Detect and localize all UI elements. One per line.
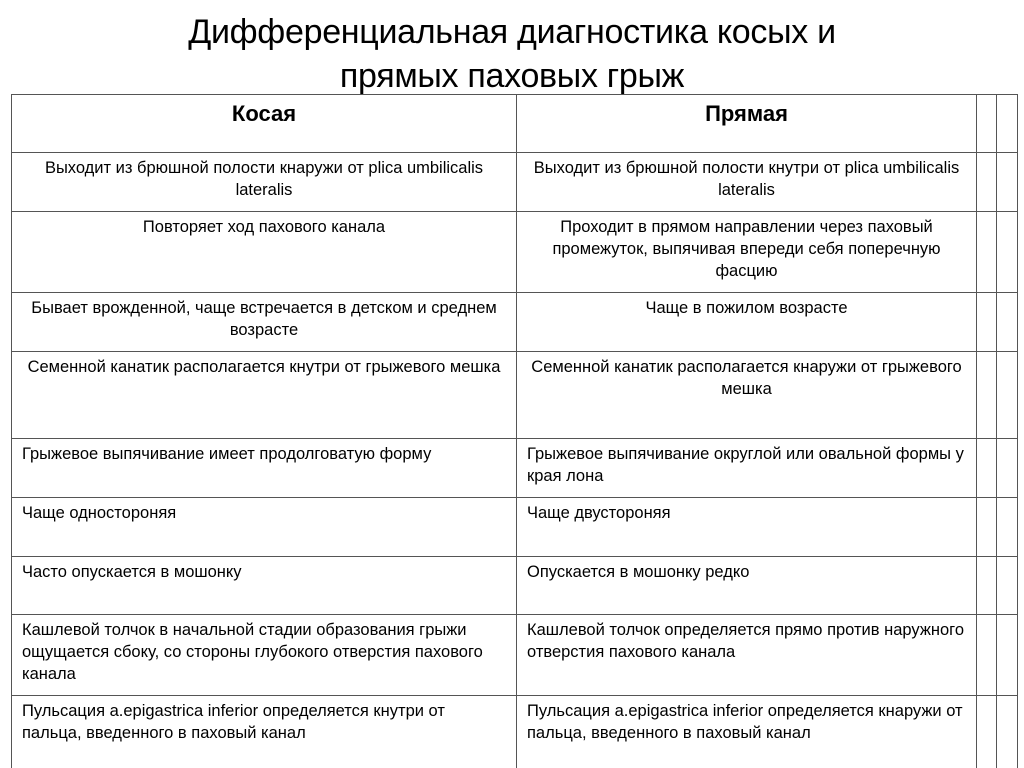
spacer-cell <box>997 153 1018 212</box>
table-row <box>12 498 1018 557</box>
direct-cell: Семенной канатик располагается кнаружи от грыжевого мешка <box>517 352 977 439</box>
spacer-cell <box>997 557 1018 615</box>
oblique-cell: Пульсация a.epigastrica inferior определяется кнутри от пальца, введенного в паховый канал <box>12 696 517 768</box>
table-row <box>12 153 1018 212</box>
spacer-cell <box>977 352 997 439</box>
oblique-cell: Бывает врожденной, чаще встречается в детском и среднем возрасте <box>12 293 517 352</box>
table-row <box>12 293 1018 352</box>
spacer-cell <box>977 696 997 768</box>
header-oblique: Косая <box>12 95 517 153</box>
oblique-cell: Повторяет ход пахового канала <box>12 212 517 293</box>
spacer-cell <box>977 615 997 696</box>
spacer-cell <box>977 212 997 293</box>
direct-cell: Грыжевое выпячивание округлой или овальной формы у края лона <box>517 439 977 498</box>
spacer-cell <box>997 439 1018 498</box>
spacer-cell <box>977 95 997 153</box>
table-row <box>12 696 1018 768</box>
header-direct: Прямая <box>517 95 977 153</box>
oblique-cell: Семенной канатик располагается кнутри от грыжевого мешка <box>12 352 517 439</box>
table-row <box>12 615 1018 696</box>
direct-cell: Выходит из брюшной полости кнутри от plica umbilicalis lateralis <box>517 153 977 212</box>
oblique-cell: Кашлевой толчок в начальной стадии образования грыжи ощущается сбоку, со стороны глубокого отверстия пахового канала <box>12 615 517 696</box>
spacer-cell <box>997 696 1018 768</box>
spacer-cell <box>977 153 997 212</box>
title-line-1: Дифференциальная диагностика косых и <box>188 13 836 51</box>
oblique-cell: Грыжевое выпячивание имеет продолговатую форму <box>12 439 517 498</box>
title-line-2: прямых паховых грыж <box>339 57 685 95</box>
spacer-cell <box>997 352 1018 439</box>
table-row <box>12 212 1018 293</box>
comparison-table <box>11 94 1018 768</box>
spacer-cell <box>977 293 997 352</box>
direct-cell: Чаще двустороняя <box>517 498 977 557</box>
page-title <box>0 10 1024 98</box>
spacer-cell <box>997 212 1018 293</box>
spacer-cell <box>997 615 1018 696</box>
header-row <box>12 95 1018 153</box>
spacer-cell <box>997 293 1018 352</box>
spacer-cell <box>997 498 1018 557</box>
spacer-cell <box>977 498 997 557</box>
direct-cell: Опускается в мошонку редко <box>517 557 977 615</box>
oblique-cell: Чаще одностороняя <box>12 498 517 557</box>
spacer-cell <box>977 439 997 498</box>
spacer-cell <box>977 557 997 615</box>
table-row <box>12 557 1018 615</box>
table-row <box>12 439 1018 498</box>
oblique-cell: Часто опускается в мошонку <box>12 557 517 615</box>
table-row <box>12 352 1018 439</box>
direct-cell: Чаще в пожилом возрасте <box>517 293 977 352</box>
oblique-cell: Выходит из брюшной полости кнаружи от plica umbilicalis lateralis <box>12 153 517 212</box>
spacer-cell <box>997 95 1018 153</box>
direct-cell: Пульсация a.epigastrica inferior определяется кнаружи от пальца, введенного в паховый канал <box>517 696 977 768</box>
direct-cell: Кашлевой толчок определяется прямо против наружного отверстия пахового канала <box>517 615 977 696</box>
direct-cell: Проходит в прямом направлении через паховый промежуток, выпячивая впереди себя поперечную фасцию <box>517 212 977 293</box>
